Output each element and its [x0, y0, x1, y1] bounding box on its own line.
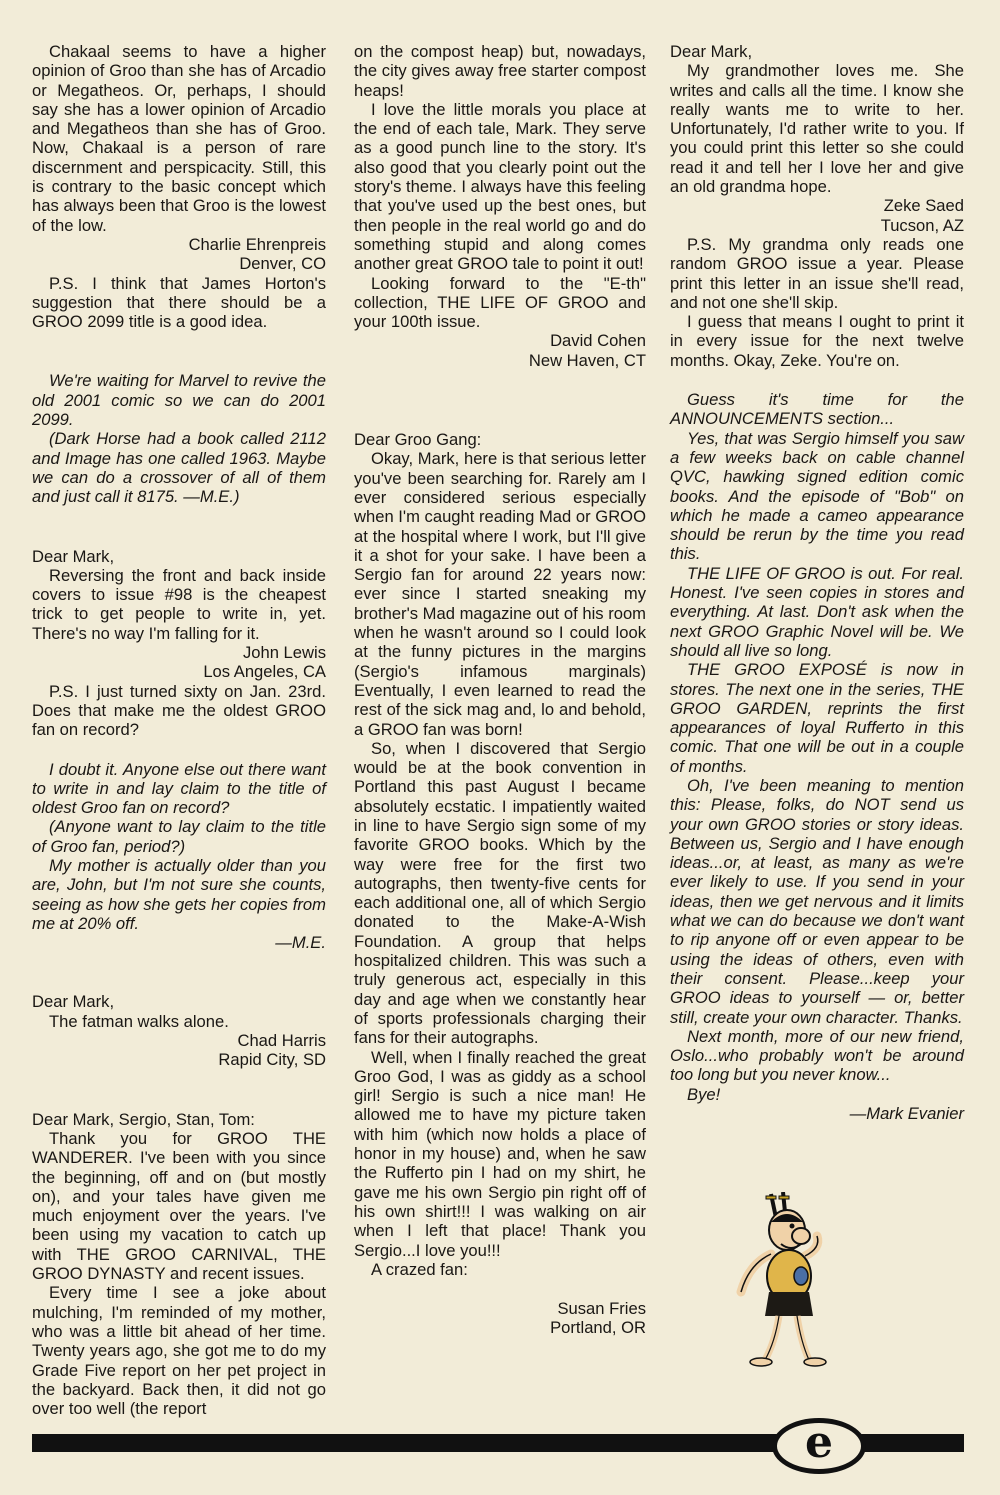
spacer — [354, 370, 646, 410]
letter-paragraph: Reversing the front and back inside covers to issue #98 is the cheapest trick to get people to write in, yet. There's no way I'm falling for it. — [32, 565, 326, 643]
editor-reply-paragraph: My mother is actually older than you are, John, but I'm not sure she counts, seeing as how she gets her copies from me at 20% off. — [32, 855, 326, 933]
letter-salutation: Dear Mark, — [670, 42, 753, 61]
letter-paragraph: P.S. I think that James Horton's suggestion that there should be a GROO 2099 title is a good idea. — [32, 273, 326, 332]
letter-signature: Portland, OR — [550, 1318, 646, 1338]
letter-signature: Tucson, AZ — [880, 215, 964, 235]
editor-reply-paragraph: THE GROO EXPOSÉ is now in stores. The next one in the series, THE GROO GARDEN, reprints the first appearances of loyal Rufferto in this comic. That one will be out in a couple of months. — [670, 660, 964, 776]
letter-paragraph: My grandmother loves me. She writes and calls all the time. I know she really wants me to write to her. Unfortunately, I'd rather write to you. If you could print this letter so she could read it and tell her I love her and give an old grandma hope. — [670, 61, 964, 197]
editor-reply-paragraph: We're waiting for Marvel to revive the old 2001 comic so we can do 2001 2099. — [32, 371, 326, 430]
letter-salutation: Dear Mark, — [32, 546, 115, 566]
letter-salutation: Dear Mark, — [32, 992, 115, 1012]
letter-paragraph: Chakaal seems to have a higher opinion of Groo than she has of Arcadio or Megatheos. Or, perhaps, I should say she has a lower opinion of Arcadio and Megatheos than she has of Groo. Now, Chakaal is a person of rare discernment and perspicacity. Still, this is contrary to the basic concept which has always been that Groo is the lowest of the low. — [32, 42, 326, 235]
letter-signature: John Lewis — [242, 643, 326, 663]
groo-character-illustration — [735, 1192, 845, 1367]
editor-reply-paragraph: (Anyone want to lay claim to the title of Groo fan, period?) — [32, 817, 326, 856]
letter-signature: Denver, CO — [239, 254, 326, 274]
letter-signature: New Haven, CT — [528, 350, 646, 370]
editor-reply-paragraph: Guess it's time for the ANNOUNCEMENTS section... — [670, 390, 964, 429]
letter-salutation: Dear Mark, Sergio, Stan, Tom: — [32, 1109, 255, 1129]
spacer — [670, 370, 964, 390]
logo-glyph: e — [805, 1417, 833, 1468]
editor-signature: —Mark Evanier — [849, 1104, 964, 1124]
spacer — [354, 410, 646, 430]
letter-signature: Charlie Ehrenpreis — [188, 234, 326, 254]
letter-paragraph: I guess that means I ought to print it in every issue for the next twelve months. Okay, Zeke. You're on. — [670, 312, 964, 370]
letter-paragraph: I love the little morals you place at the end of each tale, Mark. They serve as a good punch line to the story. It's also good that you clearly point out the story's theme. I always have this feeling that you've used up the best ones, but then people in the real world go and do something stupid and along comes another great GROO tale to point it out! — [354, 99, 646, 274]
letter-signature: Chad Harris — [237, 1031, 326, 1051]
letters-column-3 — [670, 42, 964, 1123]
letter-paragraph: The fatman walks alone. — [49, 1011, 229, 1031]
letter-signature: Los Angeles, CA — [203, 662, 326, 682]
spacer — [32, 740, 326, 760]
letter-salutation: Dear Groo Gang: — [354, 430, 482, 450]
letter-signature: Rapid City, SD — [218, 1050, 326, 1070]
letter-signature: Susan Fries — [557, 1299, 646, 1319]
spacer — [32, 331, 326, 371]
letter-paragraph: Well, when I finally reached the great Groo God, I was as giddy as a school girl! Sergio is such a nice man! He allowed me to have my picture taken with him (which now holds a place of honor in my house) and, when he saw the Rufferto pin I had on my shirt, he gave me his own Sergio pin right off of his own shirt!!! I was walking on air when I left that place! Thank you Sergio...I love you!!! — [354, 1047, 646, 1260]
editor-reply-paragraph: Oh, I've been meaning to mention this: Please, folks, do NOT send us your own GROO stories or story ideas. Between us, Sergio and I have enough ideas...or, at least, as many as we're ever likely to use. If you send in your ideas, then we get nervous and it limits what we can do because we don't want to rip anyone off or even appear to be using the ideas of others, even with their consent. Please...keep your GROO ideas to yourself — or, better still, create your own character. Thanks. — [670, 775, 964, 1027]
editor-reply-paragraph: Bye! — [687, 1084, 721, 1104]
editor-reply-paragraph: I doubt it. Anyone else out there want to write in and lay claim to the title of oldest Groo fan on record? — [32, 759, 326, 818]
letter-paragraph: P.S. My grandma only reads one random GROO issue a year. Please print this letter in an issue she'll read, and not one she'll skip. — [670, 234, 964, 312]
spacer — [32, 952, 326, 992]
letter-paragraph: So, when I discovered that Sergio would be at the book convention in Portland this past August I became absolutely ecstatic. I impatiently waited in line to have Sergio sign some of my favorite GROO books. Which by the way were free for the first two autographs, then twenty-five cents for each additional one, all of which Sergio donated to the Make-A-Wish Foundation. A group that helps hospitalized children. This was such a truly generous act, especially in this day and age when we constantly hear of sports professionals charging their fans for their autographs. — [354, 738, 646, 1048]
spacer — [32, 507, 326, 547]
letter-paragraph: Thank you for GROO THE WANDERER. I've been with you since the beginning, off and on (but mostly on), and your tales have given me much enjoyment over the years. I've been using my vacation to catch up with THE GROO CARNIVAL, THE GROO DYNASTY and recent issues. — [32, 1128, 326, 1284]
spacer — [32, 1070, 326, 1110]
editor-signature: —M.E. — [275, 933, 326, 953]
letter-paragraph: Okay, Mark, here is that serious letter you've been searching for. Rarely am I ever considered serious especially when I'm caught reading Mad or GROO at the hospital where I work, but I'll give it a shot for your sake. I have been a Sergio fan for around 22 years now: ever since I started sneaking my brother's Mad magazine out of his room when he wasn't around so I could look at the funny pictures in the margins (Sergio's infamous marginals) Eventually, I even learned to read the rest of the sick mag and, lo and behold, a GROO fan was born! — [354, 449, 646, 739]
letter-paragraph: Every time I see a joke about mulching, I'm reminded of my mother, who was a little bit ahead of her time. Twenty years ago, she got me to do my Grade Five report on her pet project in the backyard. Back then, it did not go over too well (the report — [32, 1283, 326, 1419]
editor-reply-paragraph: Next month, more of our new friend, Oslo...who probably won't be around too long but you never know... — [670, 1026, 964, 1085]
letter-paragraph: Looking forward to the "E-th" collection, THE LIFE OF GROO and your 100th issue. — [354, 273, 646, 332]
spacer — [354, 1279, 646, 1299]
publisher-logo — [772, 1418, 866, 1474]
editor-reply-paragraph: Yes, that was Sergio himself you saw a few weeks back on cable channel QVC, hawking signed edition comic books. And the episode of "Bob" on which he made a cameo appearance should be rerun by the time you read this. — [670, 428, 964, 564]
letter-signature: Zeke Saed — [883, 196, 964, 216]
editor-reply-paragraph: THE LIFE OF GROO is out. For real. Honest. I've seen copies in stores and everything. At last. Don't ask when the next GROO Graphic Novel will be. We should all live so long. — [670, 563, 964, 660]
letters-column-2 — [354, 42, 646, 1338]
editor-reply-paragraph: (Dark Horse had a book called 2112 and Image has one called 1963. Maybe we can do a crossover of all of them and just call it 8175. —M.E.) — [32, 429, 326, 507]
letters-column-1 — [32, 42, 326, 1418]
letter-signature: David Cohen — [550, 331, 646, 351]
letter-paragraph: P.S. I just turned sixty on Jan. 23rd. Does that make me the oldest GROO fan on record? — [32, 681, 326, 740]
letter-paragraph: A crazed fan: — [371, 1259, 468, 1279]
letter-paragraph: on the compost heap) but, nowadays, the city gives away free starter compost heaps! — [354, 42, 646, 100]
